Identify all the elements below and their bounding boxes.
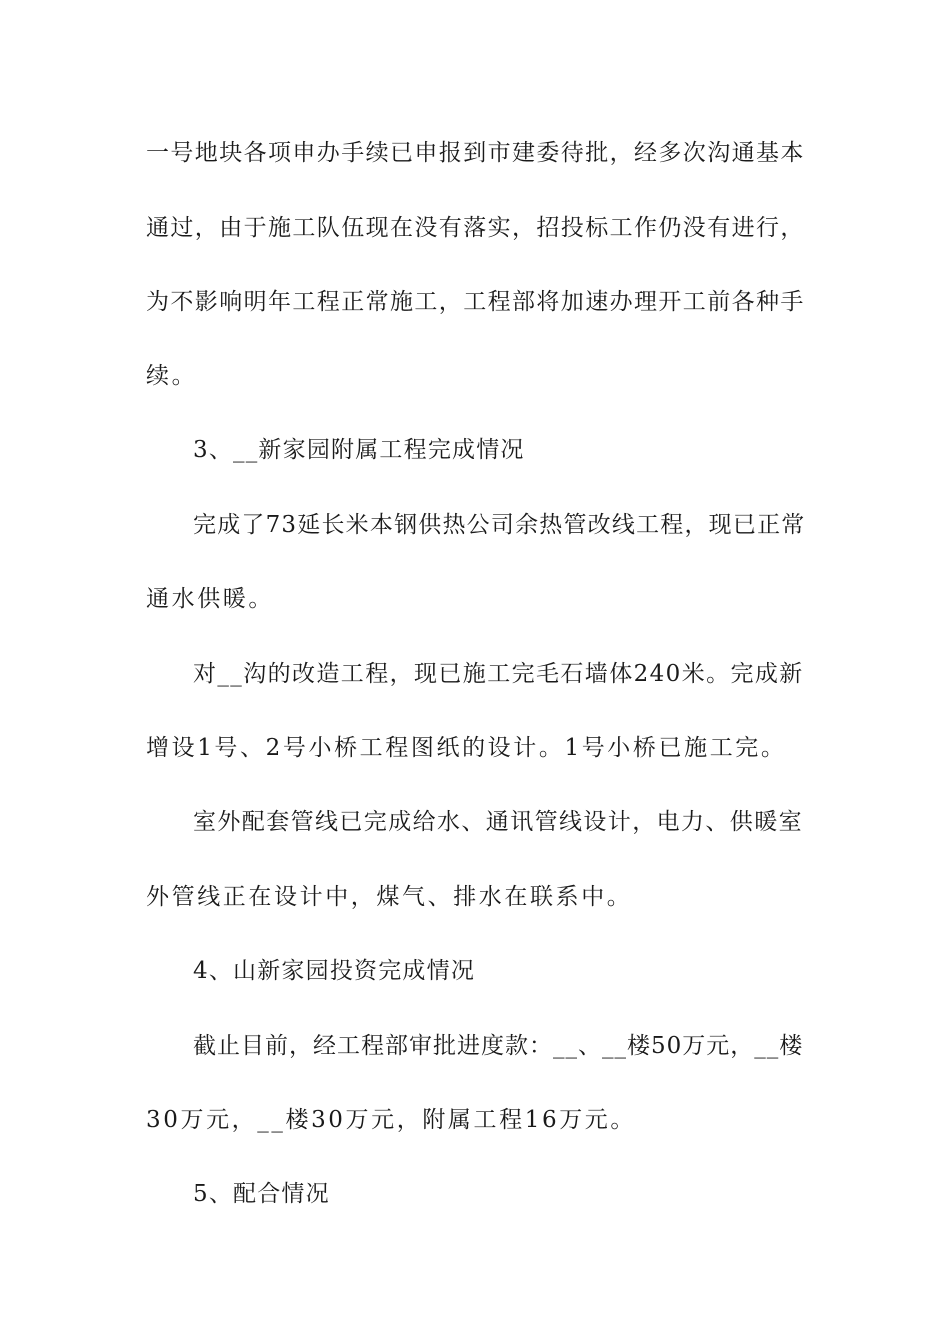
paragraph-line: 截止目前，经工程部审批进度款：__、__楼50万元，__楼 <box>193 1033 804 1059</box>
paragraph-line: 通过，由于施工队伍现在没有落实，招投标工作仍没有进行， <box>146 215 805 241</box>
section-heading: 3、__新家园附属工程完成情况 <box>193 437 525 463</box>
paragraph-line: 增设1号、2号小桥工程图纸的设计。1号小桥已施工完。 <box>146 735 787 761</box>
paragraph-line: 30万元，__楼30万元，附属工程16万元。 <box>146 1107 636 1133</box>
paragraph-line: 完成了73延长米本钢供热公司余热管改线工程，现已正常 <box>193 512 806 538</box>
section-heading: 5、配合情况 <box>193 1181 330 1207</box>
paragraph-line: 室外配套管线已完成给水、通讯管线设计，电力、供暖室 <box>193 809 803 835</box>
paragraph-line: 一号地块各项申办手续已申报到市建委待批，经多次沟通基本 <box>146 140 805 166</box>
paragraph-line: 对__沟的改造工程，现已施工完毛石墙体240米。完成新 <box>193 661 804 687</box>
paragraph-line: 续。 <box>146 363 198 389</box>
paragraph-line: 外管线正在设计中，煤气、排水在联系中。 <box>146 884 633 910</box>
section-heading: 4、山新家园投资完成情况 <box>193 958 476 984</box>
paragraph-line: 通水供暖。 <box>146 586 274 612</box>
paragraph-line: 为不影响明年工程正常施工，工程部将加速办理开工前各种手 <box>146 289 805 315</box>
